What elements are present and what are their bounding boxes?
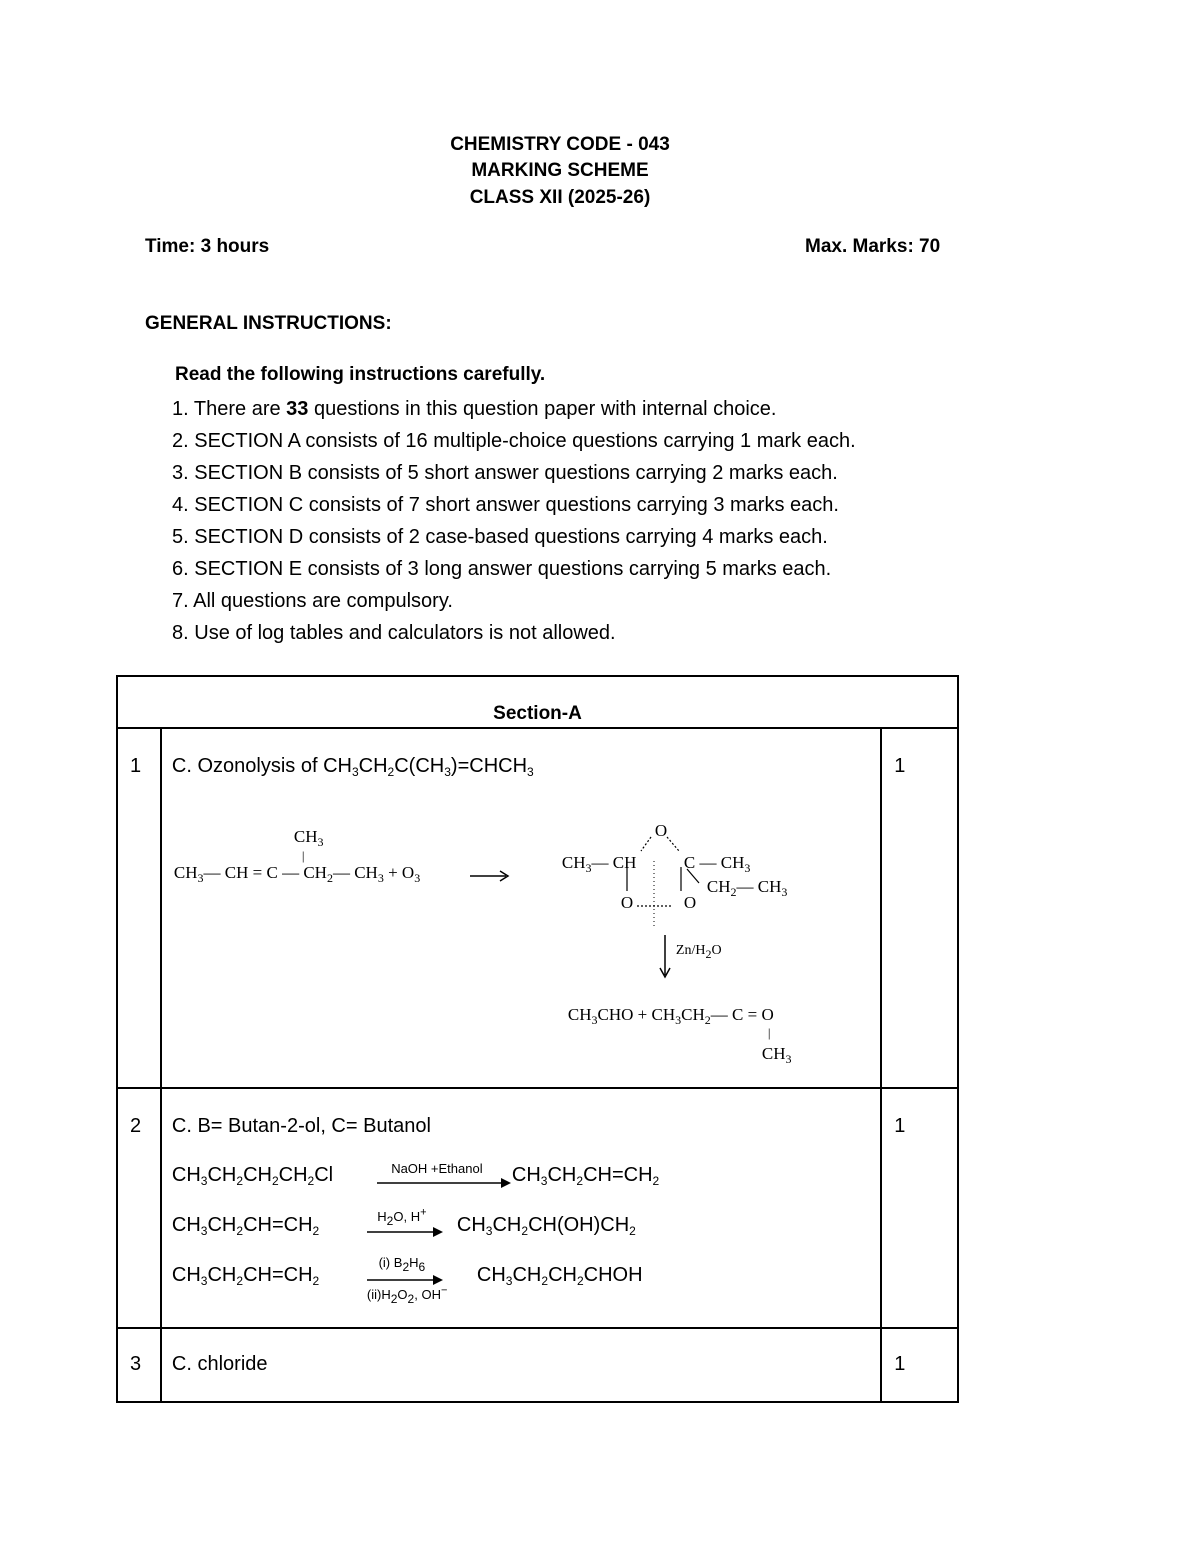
reactant-methyl-label: $CH_3$ — [293, 827, 324, 849]
down-arrow — [658, 935, 672, 979]
marks-value: 1 — [894, 1115, 906, 1137]
instruction-item: 7. All questions are compulsory. — [172, 590, 453, 612]
ozonide-left-group: $CH_3—$ CH — [561, 853, 637, 875]
answer-text: C. Ozonolysis of $CH_3CH_2C(CH_3)=CHCH_3$ — [171, 755, 534, 779]
table-row — [117, 1088, 958, 1328]
reaction3-condition-top: (i) $B_2H_6$ — [378, 1255, 426, 1274]
answer-text: C. chloride — [171, 1353, 268, 1375]
marking-table — [116, 675, 959, 1403]
max-marks-label: Max. Marks: 70 — [805, 236, 941, 257]
reaction2-condition: $H_2O$, H+ — [377, 1206, 427, 1228]
ozonide-right-group: C — $CH_3$ — [683, 853, 751, 875]
time-label: Time: 3 hours — [145, 236, 270, 257]
read-carefully-heading: Read the following instructions carefully. — [175, 364, 546, 385]
instruction-item: 4. SECTION C consists of 7 short answer questions carrying 3 marks each. — [172, 494, 839, 516]
bond-line: | — [301, 848, 305, 863]
reaction1-product: $CH_3CH_2CH=CH_2$ — [511, 1164, 660, 1188]
table-row — [117, 1328, 958, 1402]
reaction2-arrow — [367, 1226, 445, 1238]
instruction-item: 1. There are 33 questions in this question paper with internal choice. — [172, 398, 777, 420]
general-instructions-heading: GENERAL INSTRUCTIONS: — [145, 313, 392, 334]
reactant-chain: $CH_3—$ CH = C — $CH_2—$ $CH_3 + O_3$ — [173, 863, 421, 885]
reaction1-reactant: $CH_3CH_2CH_2CH_2Cl$ — [171, 1164, 334, 1188]
instruction-item: 8. Use of log tables and calculators is not allowed. — [172, 622, 616, 644]
bond-line: | — [767, 1025, 771, 1040]
reaction2-product: $CH_3CH_2CH(OH)CH_2$ — [456, 1214, 636, 1238]
marks-value: 1 — [894, 755, 906, 777]
marks-value: 1 — [894, 1353, 906, 1375]
reaction-scheme — [162, 1089, 882, 1327]
question-number: 2 — [130, 1115, 142, 1137]
question-number: 3 — [130, 1353, 142, 1375]
answer-text: C. B= Butan-2-ol, C= Butanol — [171, 1115, 431, 1137]
product-methyl-label: $CH_3$ — [761, 1044, 792, 1066]
ozonide-ring — [607, 821, 707, 931]
products-line: $CH_3CHO$ + $CH_3CH_2—$ C = O — [567, 1005, 774, 1027]
ozonide-right-oxygen: O — [683, 893, 697, 912]
doc-class: CLASS XII (2025-26) — [469, 187, 651, 208]
instruction-item: 5. SECTION D consists of 2 case-based questions carrying 4 marks each. — [172, 526, 828, 548]
reagent-label: $Zn/H_2O$ — [675, 943, 722, 961]
ozonide-left-oxygen: O — [620, 893, 634, 912]
ozonide-ethyl-group: $CH_2—$ $CH_3$ — [706, 877, 788, 899]
reaction3-condition-bottom: $(ii)H_2O_2$, OH− — [366, 1284, 448, 1306]
doc-title: CHEMISTRY CODE - 043 — [450, 134, 670, 155]
ozonide-top-oxygen: O — [654, 821, 668, 840]
section-title: Section-A — [493, 703, 582, 724]
instruction-item: 2. SECTION A consists of 16 multiple-choice questions carrying 1 mark each. — [172, 430, 856, 452]
reaction3-product: $CH_3CH_2CH_2CHOH$ — [476, 1264, 643, 1288]
reaction-arrow — [470, 869, 512, 883]
reaction1-arrow — [377, 1177, 513, 1189]
reaction3-arrow — [367, 1274, 445, 1286]
instruction-item: 3. SECTION B consists of 5 short answer questions carrying 2 marks each. — [172, 462, 838, 484]
doc-subtitle: MARKING SCHEME — [471, 160, 649, 181]
table-row — [117, 728, 958, 1088]
reaction1-condition: NaOH +Ethanol — [391, 1161, 483, 1176]
section-header-row — [117, 676, 958, 728]
ozonolysis-diagram — [162, 729, 882, 1087]
reaction2-reactant: $CH_3CH_2CH=CH_2$ — [171, 1214, 320, 1238]
reaction3-reactant: $CH_3CH_2CH=CH_2$ — [171, 1264, 320, 1288]
instruction-item: 6. SECTION E consists of 3 long answer questions carrying 5 marks each. — [172, 558, 832, 580]
question-number: 1 — [130, 755, 142, 777]
